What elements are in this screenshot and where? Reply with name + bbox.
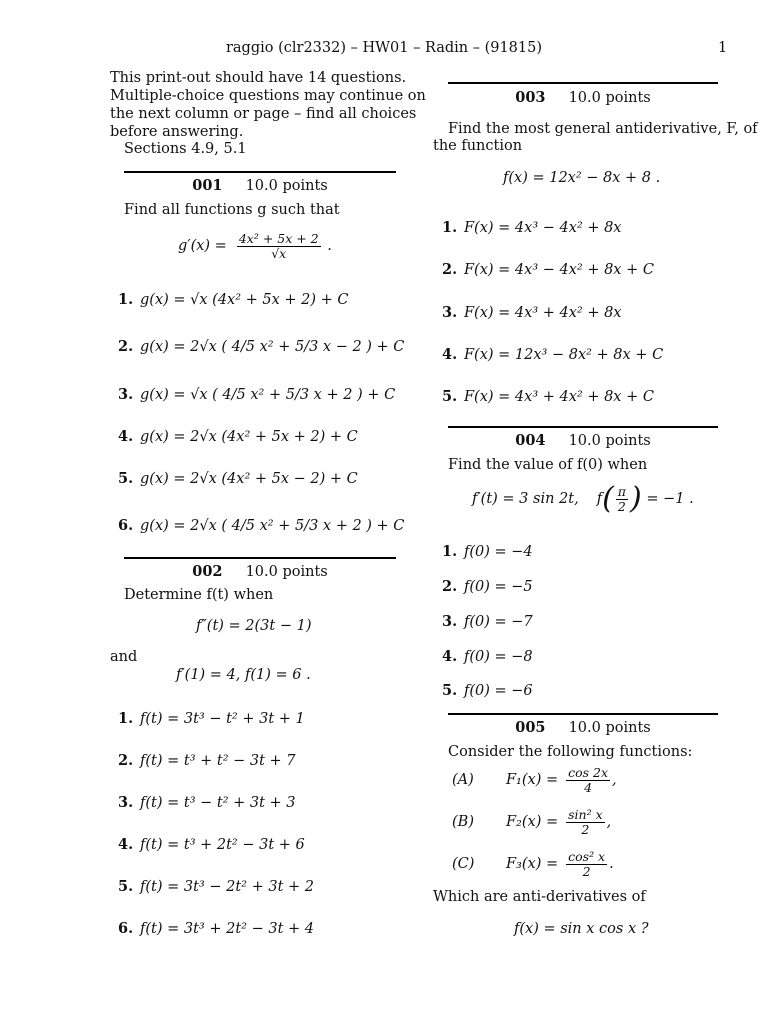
choice-number: 6. [118,517,134,534]
question-number: 005 [515,719,546,736]
item-label: (A) [452,772,474,788]
answer-choice-1[interactable] [442,543,533,560]
function-item-b [452,808,611,837]
question-equation: f″(t) = 2(3t − 1) [196,618,312,634]
intro-line: the next column or page – find all choices [110,106,417,122]
choice-number: 2. [442,578,458,595]
answer-choice-1[interactable] [118,291,349,308]
question-rule [448,713,718,715]
choice-text: f(t) = t³ + t² − 3t + 7 [140,753,296,769]
question-prompt: Consider the following functions: [448,744,693,760]
page-number: 1 [718,40,728,56]
connector-text: and [110,649,138,665]
function-item-c [452,850,614,879]
item-tail: , [606,814,612,830]
item-denominator: 4 [584,780,593,795]
answer-choice-2[interactable] [442,578,533,595]
question-header [448,432,718,450]
answer-choice-6[interactable] [118,920,314,937]
item-numerator: cos 2x [568,765,609,780]
question-equation: f(x) = 12x² − 8x + 8 . [503,170,661,186]
question-header [448,89,718,107]
question-points: 10.0 points [245,178,328,194]
choice-number: 3. [442,304,458,321]
question-prompt: the function [433,138,523,154]
question-number: 003 [515,89,546,106]
item-tail: , [612,772,617,788]
choice-text: f(t) = 3t³ − t² + 3t + 1 [140,711,305,727]
choice-text: g(x) = 2√x (4x² + 5x + 2) + C [140,429,358,445]
equation-lhs: g′(x) = [178,238,227,254]
question-number: 001 [192,177,223,194]
choice-number: 4. [118,428,134,445]
answer-choice-3[interactable] [118,386,395,403]
choice-number: 5. [118,878,134,895]
equation-denominator: 2 [617,498,626,514]
item-label: (B) [452,814,474,830]
answer-choice-5[interactable] [118,470,358,487]
choice-text: F(x) = 4x³ − 4x² + 8x + C [464,262,654,278]
choice-text: f(t) = 3t³ + 2t² − 3t + 4 [140,921,314,937]
choice-number: 3. [118,386,134,403]
choice-text: F(x) = 12x³ − 8x² + 8x + C [464,347,664,363]
choice-text: f(0) = −5 [464,579,533,595]
choice-text: g(x) = 2√x (4x² + 5x − 2) + C [140,471,358,487]
choice-text: g(x) = √x (4x² + 5x + 2) + C [140,292,349,308]
question-points: 10.0 points [568,720,651,736]
choice-text: F(x) = 4x³ + 4x² + 8x [464,305,622,321]
question-rule [124,557,396,559]
question-points: 10.0 points [568,90,651,106]
question-equation: f′(t) = 3 sin 2t, f ( $\frac{\pi}{2}$ ) = −1 . [472,481,694,516]
answer-choice-3[interactable] [442,613,533,630]
choice-number: 3. [118,794,134,811]
item-lhs: F₁(x) = [506,772,559,788]
equation-part: f [596,490,603,507]
choice-number: 4. [118,836,134,853]
item-denominator: 2 [582,864,591,879]
answer-choice-1[interactable] [442,219,622,236]
choice-text: f(t) = t³ + 2t² − 3t + 6 [140,837,305,853]
question-header [124,177,396,195]
choice-number: 1. [442,219,458,236]
question-equation: f′(1) = 4, f(1) = 6 . [176,667,311,683]
choice-text: f(0) = −4 [464,544,533,560]
answer-choice-4[interactable] [442,648,533,665]
choice-text: f(t) = 3t³ − 2t² + 3t + 2 [140,879,314,895]
answer-choice-4[interactable] [118,428,358,445]
item-denominator: 2 [581,822,590,837]
choice-number: 4. [442,648,458,665]
choice-text: F(x) = 4x³ + 4x² + 8x + C [464,389,654,405]
question-prompt: Find the value of f(0) when [448,457,648,473]
choice-text: g(x) = √x ( 4/5 x² + 5/3 x + 2 ) + C [140,387,396,403]
question-points: 10.0 points [568,433,651,449]
question-equation: g′(x) = $\frac{\text{4x² + 5x + 2}}{√x}$ . [178,231,332,261]
question-points: 10.0 points [245,564,328,580]
answer-choice-2[interactable] [118,338,404,355]
answer-choice-4[interactable] [118,836,305,853]
equation-numerator: 4x² + 5x + 2 [238,231,319,246]
answer-choice-2[interactable] [442,261,654,278]
item-lhs: F₂(x) = [506,814,559,830]
question-prompt: Find the most general antiderivative, F, of [448,121,758,137]
question-prompt: Which are anti-derivatives of [433,889,646,905]
equation-numerator: π [617,483,627,499]
item-tail: . [609,856,614,872]
item-label: (C) [452,856,475,872]
choice-text: f(t) = t³ − t² + 3t + 3 [140,795,296,811]
choice-number: 2. [118,752,134,769]
answer-choice-6[interactable] [118,517,404,534]
answer-choice-4[interactable] [442,346,663,363]
choice-text: g(x) = 2√x ( 4/5 x² + 5/3 x − 2 ) + C [140,339,405,355]
choice-number: 1. [118,291,134,308]
sections-label: Sections 4.9, 5.1 [124,141,247,157]
question-header [448,719,718,737]
item-numerator: sin² x [568,807,603,822]
choice-text: f(0) = −8 [464,649,533,665]
page-header-title: raggio (clr2332) – HW01 – Radin – (91815) [225,40,543,56]
question-prompt: Determine f(t) when [124,587,274,603]
function-item-a [452,766,617,795]
question-rule [124,171,396,173]
question-header [124,563,396,581]
choice-number: 2. [442,261,458,278]
question-rule [448,426,718,428]
choice-number: 2. [118,338,134,355]
answer-choice-2[interactable] [118,752,296,769]
item-lhs: F₃(x) = [506,856,559,872]
answer-choice-3[interactable] [118,794,296,811]
equation-denominator: √x [271,246,287,261]
choice-number: 3. [442,613,458,630]
choice-number: 5. [118,470,134,487]
choice-text: f(0) = −6 [464,683,533,699]
choice-number: 1. [442,543,458,560]
choice-text: g(x) = 2√x ( 4/5 x² + 5/3 x + 2 ) + C [140,518,405,534]
choice-text: f(0) = −7 [464,614,533,630]
equation-part: = −1 . [646,490,694,507]
equation-part: f′(t) = 3 sin 2t, [472,490,579,507]
choice-number: 1. [118,710,134,727]
answer-choice-5[interactable] [442,388,654,405]
intro-line: Multiple-choice questions may continue on [110,88,426,104]
question-equation: f(x) = sin x cos x ? [514,921,649,937]
answer-choice-5[interactable] [442,682,533,699]
choice-number: 5. [442,388,458,405]
answer-choice-3[interactable] [442,304,622,321]
answer-choice-5[interactable] [118,878,314,895]
choice-number: 5. [442,682,458,699]
answer-choice-1[interactable] [118,710,305,727]
question-number: 004 [515,432,546,449]
intro-line: This print-out should have 14 questions. [110,70,407,86]
item-numerator: cos² x [568,849,606,864]
question-number: 002 [192,563,223,580]
choice-text: F(x) = 4x³ − 4x² + 8x [464,220,622,236]
question-rule [448,82,718,84]
choice-number: 6. [118,920,134,937]
intro-line: before answering. [110,124,244,140]
choice-number: 4. [442,346,458,363]
question-prompt: Find all functions g such that [124,202,340,218]
